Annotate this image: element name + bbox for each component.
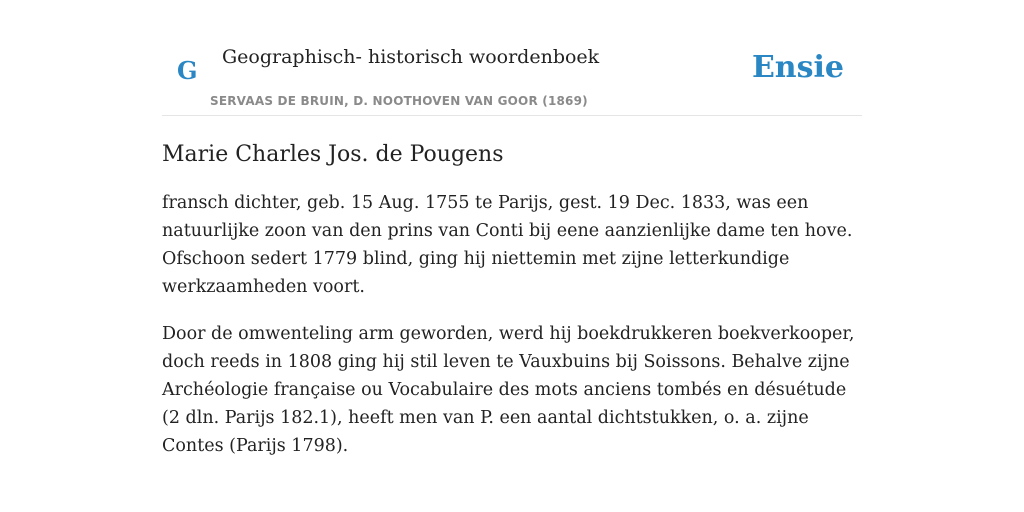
book-logo-icon[interactable]: G <box>177 56 198 85</box>
page <box>162 0 862 460</box>
book-title-link[interactable]: Geographisch- historisch woordenboek <box>222 46 600 68</box>
entry-title: Marie Charles Jos. de Pougens <box>162 142 504 167</box>
book-authors: SERVAAS DE BRUIN, D. NOOTHOVEN VAN GOOR (1869) <box>210 94 588 108</box>
ensie-logo-link[interactable]: Ensie <box>751 50 844 85</box>
entry-paragraph-1: fransch dichter, geb. 15 Aug. 1755 te Parijs, gest. 19 Dec. 1833, was een natuurlijke zoon van den prins van Conti bij eene aanzienlijke dame ten hove. Ofschoon sedert 1779 blind, ging hij niettemin met zijne letterkundige werkzaamheden voort. <box>162 193 853 297</box>
entry-paragraph-2: Door de omwenteling arm geworden, werd hij boekdrukkeren boekverkooper, doch reeds in 1808 ging hij stil leven te Vauxbuins bij Soissons. Behalve zijne Archéologie française ou Vocabulaire des mots anciens tombés en désuétude (2 dln. Parijs 182.1), heeft men van P. een aantal dichtstukken, o. a. zijne Contes (Parijs 1798). <box>162 324 855 456</box>
header <box>162 42 862 116</box>
